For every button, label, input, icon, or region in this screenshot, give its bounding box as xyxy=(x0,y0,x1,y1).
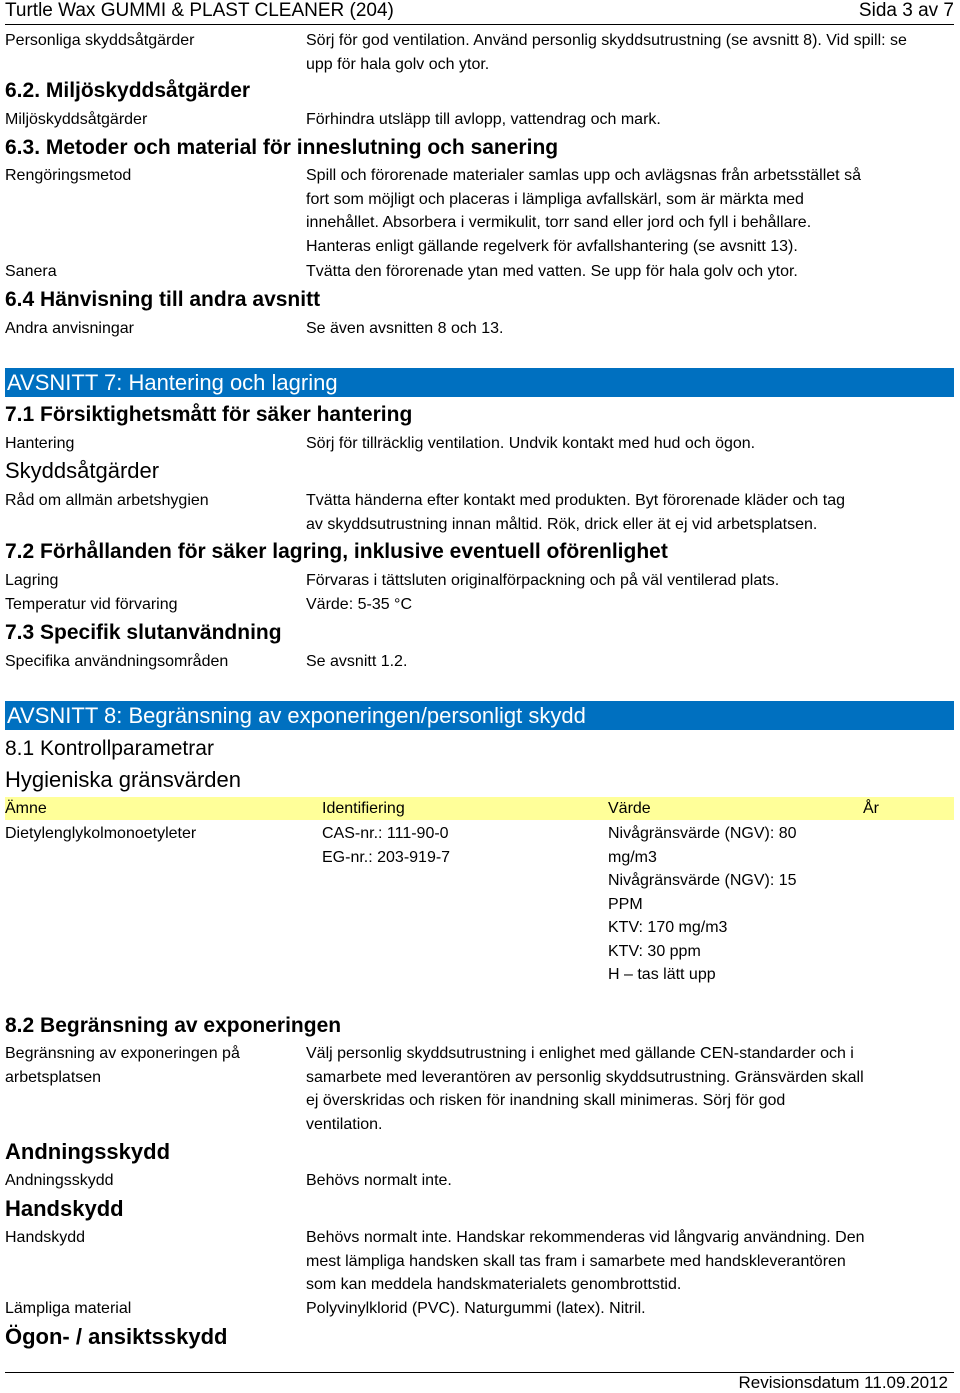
respiratory-row xyxy=(5,1169,954,1193)
identification-line: EG-nr.: 203-919-7 xyxy=(322,848,451,866)
sanera-label: Sanera xyxy=(5,263,57,280)
eye-face-protection-heading: Ögon- / ansiktsskydd xyxy=(5,1324,228,1349)
hygiene-line: Tvätta händerna efter kontakt med produkten. Byt förorenade kläder och tag xyxy=(306,492,845,509)
specific-use-label: Specifika användningsområden xyxy=(5,653,229,670)
storage-temp-row xyxy=(5,593,954,617)
heading-6-3: 6.3. Metoder och material för inneslutning och sanering xyxy=(5,136,559,159)
personal-protection-label: Personliga skyddsåtgärder xyxy=(5,32,195,49)
value-line: KTV: 170 mg/m3 xyxy=(608,919,728,936)
value-line: H – tas lätt upp xyxy=(608,966,716,983)
suitable-material-label: Lämpliga material xyxy=(5,1300,132,1317)
heading-8-1: 8.1 Kontrollparametrar xyxy=(5,737,214,760)
environment-label: Miljöskyddsåtgärder xyxy=(5,111,148,128)
exposure-label-line: arbetsplatsen xyxy=(5,1068,102,1086)
cleaning-line: Hanteras enligt gällande regelverk för avfallshantering (se avsnitt 13). xyxy=(306,237,798,255)
table-row-substance: Dietylenglykolmonoetyleter xyxy=(5,825,197,842)
storage-row xyxy=(5,569,954,593)
environment-row xyxy=(5,108,954,132)
exposure-line: Välj personlig skyddsutrustning i enlighet med gällande CEN-standarder och i xyxy=(306,1045,854,1062)
col-identification-header: Identifiering xyxy=(322,800,405,817)
exposure-label-line: Begränsning av exponeringen på xyxy=(5,1045,240,1062)
value-line: mg/m3 xyxy=(608,848,657,866)
respiratory-value: Behövs normalt inte. xyxy=(306,1172,452,1189)
col-value-header: Värde xyxy=(608,800,651,817)
exposure-line: ventilation. xyxy=(306,1115,383,1133)
document-title: Turtle Wax GUMMI & PLAST CLEANER (204) xyxy=(5,0,394,21)
hand-protection-label: Handskydd xyxy=(5,1229,86,1246)
hand-protection-line: mest lämpliga handsken skall tas fram i samarbete med handskleverantören xyxy=(306,1252,846,1270)
suitable-material-row xyxy=(5,1297,954,1321)
heading-7-1: 7.1 Försiktighetsmått för säker hantering xyxy=(5,403,413,426)
heading-6-2: 6.2. Miljöskyddsåtgärder xyxy=(5,79,251,102)
heading-7-2: 7.2 Förhållanden för säker lagring, inklusive eventuell oförenlighet xyxy=(5,540,668,563)
other-instructions-value: Se även avsnitten 8 och 13. xyxy=(306,320,504,337)
hand-protection-line: som kan meddela handskmaterialets genombrottstid. xyxy=(306,1276,682,1293)
hygienic-limits-heading: Hygieniska gränsvärden xyxy=(5,767,242,792)
cleaning-label: Rengöringsmetod xyxy=(5,167,132,184)
heading-8-2: 8.2 Begränsning av exponeringen xyxy=(5,1014,342,1037)
environment-value: Förhindra utsläpp till avlopp, vattendrag och mark. xyxy=(306,111,661,128)
heading-7-3: 7.3 Specifik slutanvändning xyxy=(5,621,282,644)
other-instructions-row xyxy=(5,317,954,341)
exposure-line: ej överskridas och risken för inandning skall minimeras. Sörj för god xyxy=(306,1092,786,1109)
col-substance-header: Ämne xyxy=(5,800,47,817)
cleaning-line: innehållet. Absorbera i vermikulit, torr sand eller jord och fyll i behållare. xyxy=(306,214,812,231)
limits-table-header xyxy=(5,797,954,820)
page-number: Sida 3 av 7 xyxy=(858,0,954,21)
value-line: Nivågränsvärde (NGV): 15 xyxy=(608,872,797,889)
col-year-header: År xyxy=(863,800,879,817)
page-header xyxy=(5,0,954,25)
exposure-line: samarbete med leverantören av personlig skyddsutrustning. Gränsvärden skall xyxy=(306,1068,864,1086)
personal-protection-value: Sörj för god ventilation. Använd personlig skyddsutrustning (se avsnitt 8). Vid spill: se upp för hala golv och ytor. xyxy=(306,32,907,73)
cleaning-row xyxy=(5,164,954,260)
section-8-banner: AVSNITT 8: Begränsning av exponeringen/personligt skydd xyxy=(5,701,954,730)
value-line: KTV: 30 ppm xyxy=(608,942,701,960)
respiratory-heading: Andningsskydd xyxy=(5,1139,171,1164)
exposure-value xyxy=(306,1042,954,1136)
storage-value: Förvaras i tättsluten originalförpackning och på väl ventilerad plats. xyxy=(306,572,780,589)
exposure-row xyxy=(5,1042,954,1138)
suitable-material-value: Polyvinylklorid (PVC). Naturgummi (latex). Nitril. xyxy=(306,1300,646,1317)
section-7-banner: AVSNITT 7: Hantering och lagring xyxy=(5,368,954,397)
cleaning-line: fort som möjligt och placeras i lämpliga avfallskärl, som är märkta med xyxy=(306,190,804,208)
value-line: Nivågränsvärde (NGV): 80 xyxy=(608,825,797,842)
sanera-value: Tvätta den förorenade ytan med vatten. Se upp för hala golv och ytor. xyxy=(306,263,798,280)
hand-protection-row xyxy=(5,1226,954,1298)
personal-protection-row xyxy=(5,29,954,77)
value-line: PPM xyxy=(608,895,643,913)
storage-label: Lagring xyxy=(5,572,59,589)
hygiene-value xyxy=(306,489,954,536)
specific-use-value: Se avsnitt 1.2. xyxy=(306,653,408,670)
hand-protection-line: Behövs normalt inte. Handskar rekommenderas vid långvarig användning. Den xyxy=(306,1229,865,1246)
handling-value: Sörj för tillräcklig ventilation. Undvik kontakt med hud och ögon. xyxy=(306,435,756,452)
other-instructions-label: Andra anvisningar xyxy=(5,320,134,337)
hygiene-line: av skyddsutrustning innan måltid. Rök, drick eller ät ej vid arbetsplatsen. xyxy=(306,515,818,533)
handling-label: Hantering xyxy=(5,435,75,452)
handling-row xyxy=(5,432,954,456)
hygiene-row xyxy=(5,489,954,537)
exposure-label xyxy=(5,1042,240,1089)
table-row-values xyxy=(608,822,797,987)
hand-protection-heading: Handskydd xyxy=(5,1196,124,1221)
cleaning-value xyxy=(306,164,954,258)
table-row-identification xyxy=(322,822,450,869)
respiratory-label: Andningsskydd xyxy=(5,1172,114,1189)
protection-measures-heading: Skyddsåtgärder xyxy=(5,458,160,483)
specific-use-row xyxy=(5,650,954,674)
revision-date: Revisionsdatum 11.09.2012 xyxy=(738,1373,948,1392)
hand-protection-value xyxy=(306,1226,954,1297)
identification-line: CAS-nr.: 111-90-0 xyxy=(322,825,449,842)
storage-temp-value: Värde: 5-35 °C xyxy=(306,596,413,613)
cleaning-line: Spill och förorenade materialer samlas upp och avlägsnas från arbetsstället så xyxy=(306,167,861,184)
storage-temp-label: Temperatur vid förvaring xyxy=(5,596,178,613)
heading-6-4: 6.4 Hänvisning till andra avsnitt xyxy=(5,288,321,311)
sanera-row xyxy=(5,260,954,284)
hygiene-label: Råd om allmän arbetshygien xyxy=(5,492,209,509)
